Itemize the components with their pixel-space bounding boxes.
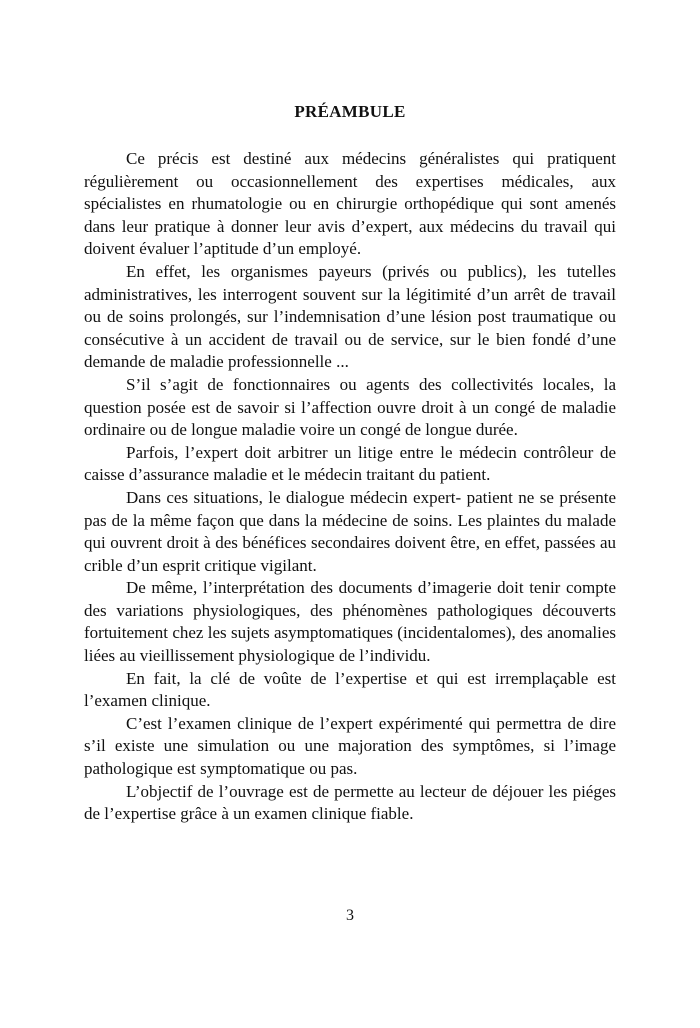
paragraph: Ce précis est destiné aux médecins généralistes qui pratiquent régulièrement ou occasionnellement des expertises médicales, aux spécialistes en rhumatologie ou en chirurgie orthopédique qui sont amenés dans leur pratique à donner leur avis d’expert, aux médecins du travail qui doivent évaluer l’aptitude d’un employé.	[84, 149, 616, 259]
paragraph: Dans ces situations, le dialogue médecin expert- patient ne se présente pas de la même façon que dans la médecine de soins. Les plaintes du malade qui ouvrent droit à des bénéfices secondaires doivent être, en effet, passées au crible d’un esprit critique vigilant.	[84, 487, 616, 575]
body-text	[84, 148, 616, 826]
page-title: PRÉAMBULE	[294, 102, 406, 121]
paragraph: De même, l’interprétation des documents d’imagerie doit tenir compte des variations physiologiques, des phénomènes pathologiques découverts fortuitement chez les sujets asymptomatiques (incidentalomes), des anomalies liées au vieillissement physiologique de l’individu.	[84, 578, 616, 666]
paragraph: L’objectif de l’ouvrage est de permette au lecteur de déjouer les piéges de l’expertise grâce à un examen clinique fiable.	[84, 781, 616, 824]
paragraph: S’il s’agit de fonctionnaires ou agents des collectivités locales, la question posée est de savoir si l’affection ouvre droit à un congé de maladie ordinaire ou de longue maladie voire un congé de longue durée.	[84, 374, 616, 440]
page-number: 3	[346, 907, 354, 924]
paragraph: En effet, les organismes payeurs (privés ou publics), les tutelles administratives, les interrogent souvent sur la légitimité d’un arrêt de travail ou de soins prolongés, sur l’indemnisation d’une lésion post traumatique ou consécutive à un accident de travail ou de service, sur le bien fondé d’une demande de maladie professionnelle ...	[84, 261, 616, 372]
paragraph: C’est l’examen clinique de l’expert expérimenté qui permettra de dire s’il existe une simulation ou une majoration des symptômes, si l’image pathologique est symptomatique ou pas.	[84, 713, 616, 779]
paragraph: En fait, la clé de voûte de l’expertise et qui est irremplaçable est l’examen clinique.	[84, 668, 616, 711]
paragraph: Parfois, l’expert doit arbitrer un litige entre le médecin contrôleur de caisse d’assurance maladie et le médecin traitant du patient.	[84, 442, 616, 485]
